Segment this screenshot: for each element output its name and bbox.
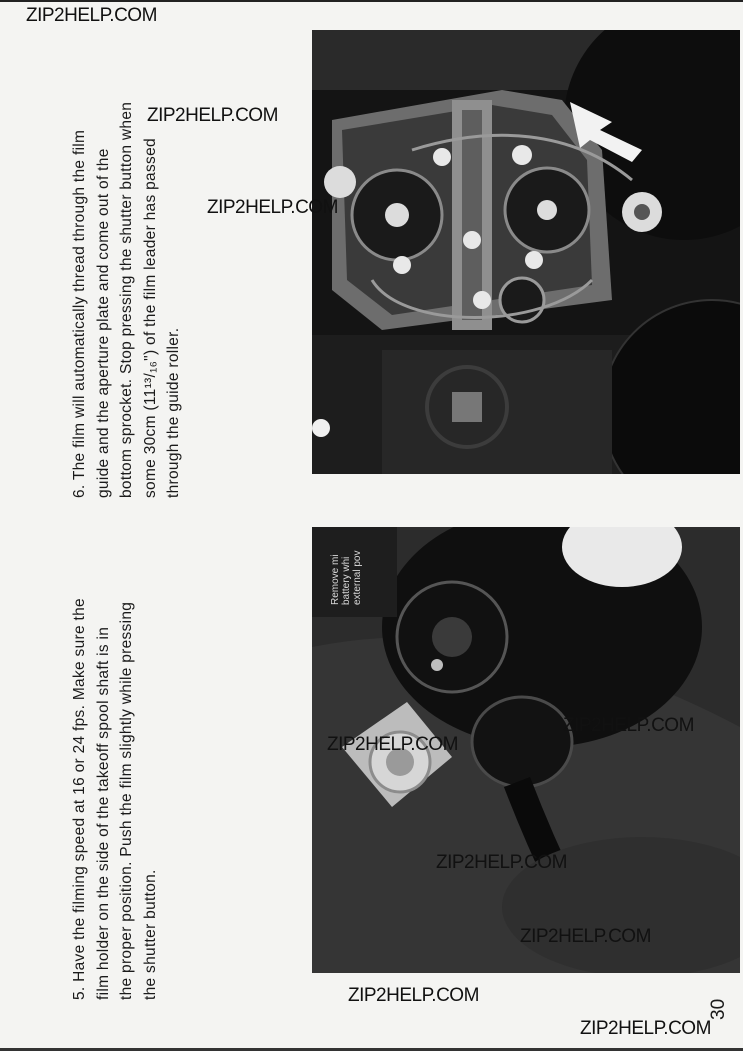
warning-line-3: external pov	[352, 550, 363, 605]
step-5-text	[68, 598, 162, 1000]
step-6-line-2: guide and the aperture plate and come out of the	[94, 148, 112, 498]
watermark-bottom-center: ZIP2HELP.COM	[348, 985, 479, 1006]
page-number: 30	[708, 998, 729, 1020]
step-6-line-1: 6. The film will automatically thread through the film	[71, 129, 88, 498]
step-6-line-3: bottom sprocket. Stop pressing the shutter button when	[118, 101, 135, 498]
film-threading-illustration	[312, 30, 740, 474]
step-5-line-2: film holder on the side of the takeoff spool shaft is in	[94, 626, 112, 1000]
step-6-line-4: some 30cm (11¹³/₁₆") of the film leader has passed	[141, 138, 159, 498]
top-rule	[0, 0, 743, 2]
watermark-photo-bottom: ZIP2HELP.COM	[520, 926, 651, 947]
watermark-upper-center: ZIP2HELP.COM	[147, 105, 278, 126]
step-5-line-4: the shutter button.	[141, 869, 159, 1000]
warning-line-2: battery whi	[341, 556, 352, 605]
warning-line-1: Remove mi	[330, 554, 341, 605]
camera-warning-label	[330, 551, 363, 605]
watermark-photo-right: ZIP2HELP.COM	[563, 715, 694, 736]
watermark-photo-top: ZIP2HELP.COM	[207, 197, 338, 218]
step-6-line-5: through the guide roller.	[165, 327, 182, 498]
step-5-line-1: 5. Have the filming speed at 16 or 24 fps. Make sure the	[71, 598, 88, 1000]
watermark-bottom-right: ZIP2HELP.COM	[580, 1018, 711, 1039]
watermark-photo-lower: ZIP2HELP.COM	[436, 852, 567, 873]
step-6-text	[68, 102, 186, 498]
watermark-top-left: ZIP2HELP.COM	[26, 5, 157, 26]
step-5-line-3: the proper position. Push the film slightly while pressing	[118, 601, 135, 1000]
film-threading-photo	[312, 30, 740, 474]
watermark-photo-mid: ZIP2HELP.COM	[327, 734, 458, 755]
